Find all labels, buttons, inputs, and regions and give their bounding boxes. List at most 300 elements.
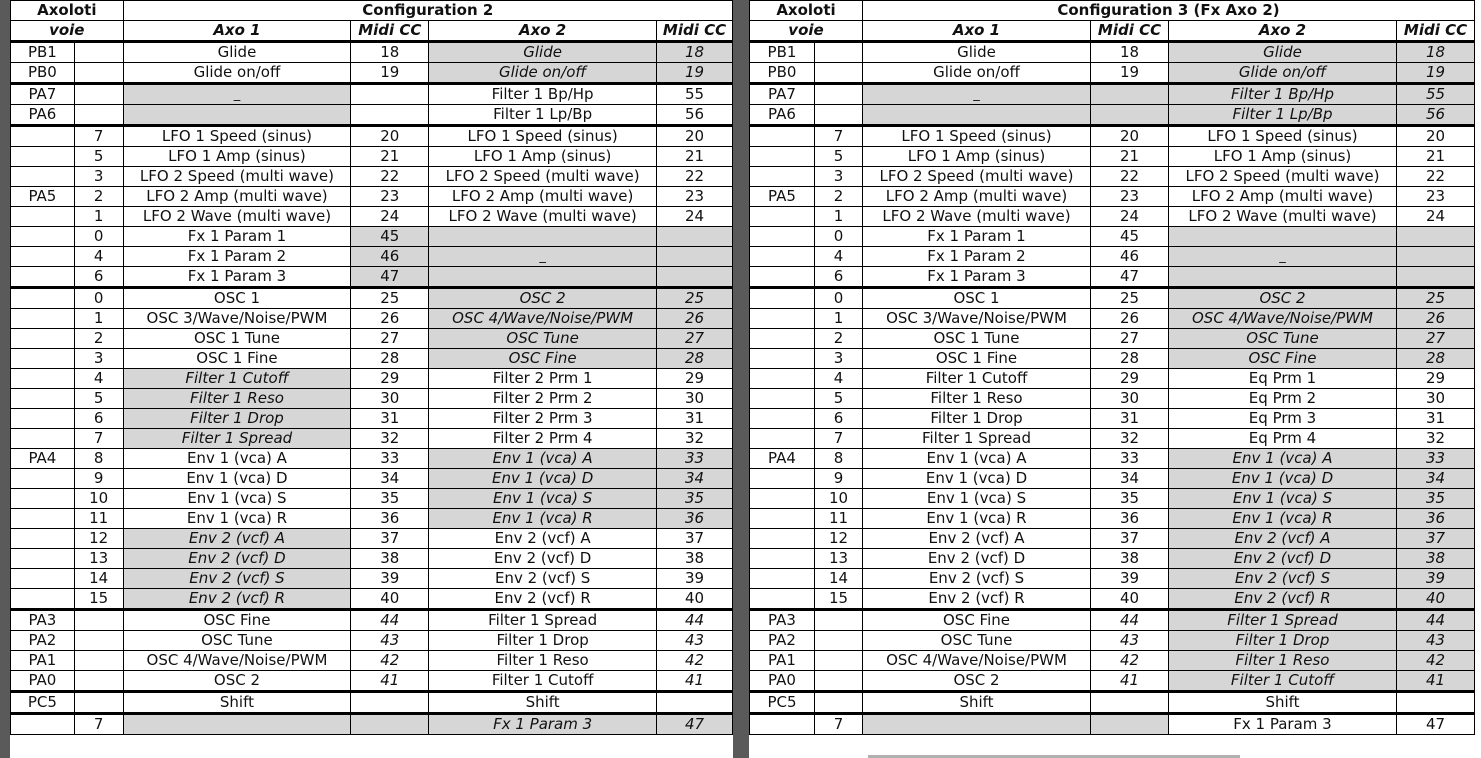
axo1-cell: Fx 1 Param 2 bbox=[123, 247, 351, 267]
axo1-cell bbox=[863, 714, 1091, 735]
axo2-cell: Glide on/off bbox=[1169, 63, 1397, 84]
midi-cc-1-cell: 32 bbox=[1091, 429, 1169, 449]
pin-cell bbox=[11, 429, 75, 449]
midi-cc-2-cell: 26 bbox=[657, 309, 733, 329]
midi-cc-2-cell: 41 bbox=[1397, 671, 1475, 692]
voie-cell: 3 bbox=[815, 349, 863, 369]
table-row bbox=[750, 126, 1475, 147]
table-row bbox=[11, 489, 733, 509]
table-row bbox=[750, 105, 1475, 126]
midi-cc-2-cell: 26 bbox=[1397, 309, 1475, 329]
voie-cell: 10 bbox=[815, 489, 863, 509]
axo2-cell: LFO 1 Speed (sinus) bbox=[429, 126, 657, 147]
midi-cc-1-cell: 19 bbox=[351, 63, 429, 84]
pin-cell bbox=[11, 589, 75, 610]
table-row bbox=[750, 429, 1475, 449]
midi-cc-2-cell: 25 bbox=[1397, 288, 1475, 309]
table-row bbox=[750, 569, 1475, 589]
midi-cc-1-cell: 29 bbox=[1091, 369, 1169, 389]
axo2-cell: OSC 2 bbox=[1169, 288, 1397, 309]
table-row bbox=[11, 369, 733, 389]
table-row bbox=[11, 631, 733, 651]
axo1-cell: Env 1 (vca) S bbox=[863, 489, 1091, 509]
midi-cc-1-cell: 34 bbox=[351, 469, 429, 489]
axo1-cell: Env 1 (vca) D bbox=[123, 469, 351, 489]
axo1-cell: Filter 1 Spread bbox=[123, 429, 351, 449]
midi-cc-1-cell: 44 bbox=[1091, 610, 1169, 631]
table-row bbox=[750, 509, 1475, 529]
table-row bbox=[750, 247, 1475, 267]
axo1-cell: Env 2 (vcf) S bbox=[123, 569, 351, 589]
voie-cell bbox=[815, 42, 863, 63]
voie-cell: 2 bbox=[815, 329, 863, 349]
voie-cell: 6 bbox=[815, 267, 863, 288]
midi-cc-2-cell: 29 bbox=[1397, 369, 1475, 389]
midi-cc-1-cell: 25 bbox=[351, 288, 429, 309]
voie-cell: 1 bbox=[815, 207, 863, 227]
midi-cc-1-cell: 22 bbox=[351, 167, 429, 187]
axo2-cell: Fx 1 Param 3 bbox=[1169, 714, 1397, 735]
midi-cc-1-cell: 21 bbox=[1091, 147, 1169, 167]
table-row bbox=[11, 63, 733, 84]
midi-cc-1-cell: 38 bbox=[351, 549, 429, 569]
axo2-cell: Env 2 (vcf) R bbox=[1169, 589, 1397, 610]
midi-cc-1-cell: 35 bbox=[351, 489, 429, 509]
table-row bbox=[750, 714, 1475, 735]
axo1-cell: Glide bbox=[123, 42, 351, 63]
midi-cc-1-cell bbox=[1091, 692, 1169, 714]
midi-cc-2-cell: 37 bbox=[657, 529, 733, 549]
voie-cell: 7 bbox=[815, 429, 863, 449]
pin-cell: PA4 bbox=[11, 449, 75, 469]
axo1-cell: Fx 1 Param 3 bbox=[123, 267, 351, 288]
pin-cell: PA2 bbox=[11, 631, 75, 651]
axo2-cell: LFO 2 Speed (multi wave) bbox=[1169, 167, 1397, 187]
axoloti-header: Axoloti bbox=[750, 1, 863, 21]
axo2-cell: Filter 1 Lp/Bp bbox=[1169, 105, 1397, 126]
axo2-cell: Filter 1 Spread bbox=[1169, 610, 1397, 631]
midi-cc-2-cell: 22 bbox=[657, 167, 733, 187]
voie-cell: 1 bbox=[74, 309, 123, 329]
axo1-cell: Fx 1 Param 1 bbox=[123, 227, 351, 247]
axo1-cell: Shift bbox=[863, 692, 1091, 714]
midi-cc-1-cell: 40 bbox=[351, 589, 429, 610]
axo2-cell: Filter 1 Bp/Hp bbox=[1169, 84, 1397, 105]
table-row bbox=[750, 369, 1475, 389]
axo1-cell: Filter 1 Reso bbox=[123, 389, 351, 409]
axo1-cell: Env 2 (vcf) D bbox=[123, 549, 351, 569]
midi-cc-1-cell bbox=[1091, 84, 1169, 105]
table-row bbox=[750, 631, 1475, 651]
axo1-cell: Env 1 (vca) A bbox=[863, 449, 1091, 469]
table-row bbox=[750, 227, 1475, 247]
axo1-cell: OSC Fine bbox=[123, 610, 351, 631]
midi-cc-1-cell: 34 bbox=[1091, 469, 1169, 489]
axo2-cell: LFO 2 Wave (multi wave) bbox=[1169, 207, 1397, 227]
voie-cell: 6 bbox=[815, 409, 863, 429]
pin-cell bbox=[11, 309, 75, 329]
midi-cc-2-cell: 41 bbox=[657, 671, 733, 692]
pin-cell: PA3 bbox=[750, 610, 815, 631]
table-row bbox=[11, 207, 733, 227]
voie-cell: 6 bbox=[74, 409, 123, 429]
midi-cc-2-cell: 20 bbox=[1397, 126, 1475, 147]
pin-cell bbox=[11, 489, 75, 509]
pin-cell bbox=[11, 267, 75, 288]
pin-cell bbox=[11, 329, 75, 349]
table-row bbox=[11, 187, 733, 207]
axo2-cell: Eq Prm 3 bbox=[1169, 409, 1397, 429]
midi-cc-2-cell: 47 bbox=[1397, 714, 1475, 735]
voie-cell: 7 bbox=[815, 714, 863, 735]
axo2-cell: Env 2 (vcf) S bbox=[1169, 569, 1397, 589]
midi-cc-2-cell: 44 bbox=[657, 610, 733, 631]
voie-header: voie bbox=[11, 21, 124, 42]
voie-cell: 9 bbox=[74, 469, 123, 489]
midi-cc-2-cell: 29 bbox=[657, 369, 733, 389]
axo1-cell: LFO 2 Wave (multi wave) bbox=[123, 207, 351, 227]
midi-cc-1-cell: 29 bbox=[351, 369, 429, 389]
voie-cell: 13 bbox=[815, 549, 863, 569]
pin-cell bbox=[750, 267, 815, 288]
voie-cell bbox=[74, 692, 123, 714]
axo2-cell: Filter 1 Cutoff bbox=[429, 671, 657, 692]
table-row bbox=[11, 389, 733, 409]
axo2-cell: LFO 2 Amp (multi wave) bbox=[429, 187, 657, 207]
pin-cell bbox=[750, 247, 815, 267]
axo2-cell: OSC 4/Wave/Noise/PWM bbox=[429, 309, 657, 329]
axo2-cell: Filter 1 Reso bbox=[429, 651, 657, 671]
table-row bbox=[11, 529, 733, 549]
pin-cell bbox=[11, 167, 75, 187]
voie-cell bbox=[815, 671, 863, 692]
table-row bbox=[750, 288, 1475, 309]
axo2-cell: LFO 1 Speed (sinus) bbox=[1169, 126, 1397, 147]
midi-cc-2-cell: 55 bbox=[1397, 84, 1475, 105]
axo1-cell: Filter 1 Drop bbox=[863, 409, 1091, 429]
axo1-cell: OSC Tune bbox=[863, 631, 1091, 651]
pin-cell bbox=[750, 369, 815, 389]
pin-cell: PA7 bbox=[750, 84, 815, 105]
midi-cc-2-cell: 38 bbox=[1397, 549, 1475, 569]
table-row bbox=[11, 671, 733, 692]
axo2-cell: Eq Prm 2 bbox=[1169, 389, 1397, 409]
pin-cell bbox=[11, 247, 75, 267]
axo2-cell: Env 2 (vcf) A bbox=[1169, 529, 1397, 549]
midi-cc-1-cell: 44 bbox=[351, 610, 429, 631]
voie-cell bbox=[74, 651, 123, 671]
voie-cell bbox=[74, 84, 123, 105]
midi-cc-2-cell: 37 bbox=[1397, 529, 1475, 549]
axo2-cell: Filter 1 Lp/Bp bbox=[429, 105, 657, 126]
voie-cell: 5 bbox=[815, 389, 863, 409]
table-row bbox=[11, 42, 733, 63]
midi-cc-2-cell: 21 bbox=[657, 147, 733, 167]
axo1-cell: OSC 4/Wave/Noise/PWM bbox=[123, 651, 351, 671]
table-row bbox=[750, 610, 1475, 631]
axo2-cell bbox=[1169, 227, 1397, 247]
voie-cell: 6 bbox=[74, 267, 123, 288]
midi-cc-1-cell: 45 bbox=[351, 227, 429, 247]
midi-cc-1-cell: 43 bbox=[351, 631, 429, 651]
axo2-cell: _ bbox=[1169, 247, 1397, 267]
midi-cc-2-cell: 39 bbox=[657, 569, 733, 589]
axo1-cell: LFO 1 Speed (sinus) bbox=[863, 126, 1091, 147]
table-row bbox=[11, 126, 733, 147]
midi-cc-1-cell: 28 bbox=[351, 349, 429, 369]
table-row bbox=[750, 692, 1475, 714]
axo1-cell: OSC 1 Tune bbox=[863, 329, 1091, 349]
axo1-header: Axo 1 bbox=[123, 21, 351, 42]
axo1-cell: Env 2 (vcf) R bbox=[123, 589, 351, 610]
axo1-cell: Env 2 (vcf) A bbox=[123, 529, 351, 549]
voie-cell: 4 bbox=[815, 369, 863, 389]
midi-cc-2-cell: 42 bbox=[1397, 651, 1475, 671]
pin-cell: PB1 bbox=[11, 42, 75, 63]
midi-cc-2-cell: 32 bbox=[657, 429, 733, 449]
midi-cc-1-cell: 39 bbox=[351, 569, 429, 589]
pin-cell: PA0 bbox=[750, 671, 815, 692]
axo1-cell: OSC 1 Fine bbox=[863, 349, 1091, 369]
axo1-cell: Glide on/off bbox=[123, 63, 351, 84]
midi-cc-1-cell: 23 bbox=[351, 187, 429, 207]
midi-cc-2-cell: 34 bbox=[657, 469, 733, 489]
pin-cell bbox=[750, 329, 815, 349]
voie-cell bbox=[815, 692, 863, 714]
axo2-cell: Env 1 (vca) D bbox=[429, 469, 657, 489]
table-row bbox=[11, 288, 733, 309]
pin-cell: PA3 bbox=[11, 610, 75, 631]
axo1-cell: Env 1 (vca) D bbox=[863, 469, 1091, 489]
pin-cell bbox=[11, 349, 75, 369]
midi-cc-2-cell bbox=[657, 247, 733, 267]
midi-cc-1-cell: 37 bbox=[1091, 529, 1169, 549]
midi-cc-header: Midi CC bbox=[1397, 21, 1475, 42]
axo1-cell: _ bbox=[123, 84, 351, 105]
pin-cell bbox=[750, 389, 815, 409]
pin-cell bbox=[11, 147, 75, 167]
midi-cc-2-cell: 40 bbox=[1397, 589, 1475, 610]
voie-cell: 0 bbox=[815, 288, 863, 309]
pin-cell bbox=[11, 288, 75, 309]
pin-cell bbox=[750, 489, 815, 509]
midi-cc-2-cell: 22 bbox=[1397, 167, 1475, 187]
axo1-cell: _ bbox=[863, 84, 1091, 105]
axo1-cell: LFO 1 Amp (sinus) bbox=[123, 147, 351, 167]
voie-cell bbox=[74, 105, 123, 126]
midi-cc-1-cell: 18 bbox=[351, 42, 429, 63]
midi-cc-1-cell: 26 bbox=[351, 309, 429, 329]
axo2-cell: Glide bbox=[1169, 42, 1397, 63]
midi-cc-1-cell: 38 bbox=[1091, 549, 1169, 569]
midi-cc-1-cell bbox=[1091, 714, 1169, 735]
axo2-cell: Shift bbox=[1169, 692, 1397, 714]
voie-cell: 10 bbox=[74, 489, 123, 509]
axo2-cell: Filter 1 Bp/Hp bbox=[429, 84, 657, 105]
pin-cell bbox=[11, 369, 75, 389]
voie-cell: 4 bbox=[74, 247, 123, 267]
voie-cell: 11 bbox=[74, 509, 123, 529]
midi-cc-1-cell bbox=[351, 692, 429, 714]
table-row bbox=[11, 329, 733, 349]
midi-cc-2-cell: 36 bbox=[657, 509, 733, 529]
pin-cell bbox=[750, 126, 815, 147]
pin-cell bbox=[750, 469, 815, 489]
midi-cc-1-cell: 41 bbox=[351, 671, 429, 692]
axo1-cell bbox=[123, 714, 351, 735]
table-row bbox=[750, 63, 1475, 84]
axo2-cell: Filter 1 Cutoff bbox=[1169, 671, 1397, 692]
table-row bbox=[11, 227, 733, 247]
pin-cell bbox=[750, 349, 815, 369]
midi-cc-2-cell: 20 bbox=[657, 126, 733, 147]
table-row bbox=[750, 329, 1475, 349]
midi-cc-2-cell: 35 bbox=[657, 489, 733, 509]
axo1-cell: OSC 1 Tune bbox=[123, 329, 351, 349]
table-row bbox=[11, 692, 733, 714]
voie-cell: 2 bbox=[74, 329, 123, 349]
table-row bbox=[750, 449, 1475, 469]
table-row bbox=[11, 267, 733, 288]
axo2-cell: Filter 1 Drop bbox=[429, 631, 657, 651]
midi-cc-1-cell: 35 bbox=[1091, 489, 1169, 509]
table-row bbox=[11, 105, 733, 126]
midi-cc-1-cell: 19 bbox=[1091, 63, 1169, 84]
axo1-cell: Fx 1 Param 3 bbox=[863, 267, 1091, 288]
config-2-table-panel bbox=[10, 0, 733, 758]
pin-cell: PB1 bbox=[750, 42, 815, 63]
axo2-cell: Filter 2 Prm 3 bbox=[429, 409, 657, 429]
axo1-cell: Env 1 (vca) R bbox=[123, 509, 351, 529]
axo1-cell: Filter 1 Cutoff bbox=[863, 369, 1091, 389]
pin-cell bbox=[750, 509, 815, 529]
midi-cc-1-cell: 47 bbox=[1091, 267, 1169, 288]
midi-cc-2-cell bbox=[1397, 692, 1475, 714]
axo1-cell: Env 2 (vcf) D bbox=[863, 549, 1091, 569]
table-row bbox=[11, 349, 733, 369]
midi-cc-2-cell: 19 bbox=[657, 63, 733, 84]
midi-cc-2-cell: 31 bbox=[1397, 409, 1475, 429]
axo1-cell: OSC 3/Wave/Noise/PWM bbox=[123, 309, 351, 329]
midi-cc-1-cell: 36 bbox=[1091, 509, 1169, 529]
axo2-cell: Env 2 (vcf) R bbox=[429, 589, 657, 610]
midi-cc-1-cell: 26 bbox=[1091, 309, 1169, 329]
voie-cell: 11 bbox=[815, 509, 863, 529]
table-row bbox=[750, 389, 1475, 409]
pin-cell bbox=[750, 529, 815, 549]
midi-cc-2-cell: 39 bbox=[1397, 569, 1475, 589]
axo2-cell: Glide on/off bbox=[429, 63, 657, 84]
axo1-cell: Env 2 (vcf) A bbox=[863, 529, 1091, 549]
axo1-cell: OSC 1 bbox=[123, 288, 351, 309]
table-row bbox=[750, 167, 1475, 187]
voie-cell bbox=[815, 631, 863, 651]
voie-cell: 7 bbox=[74, 714, 123, 735]
midi-cc-2-cell: 38 bbox=[657, 549, 733, 569]
voie-cell: 8 bbox=[74, 449, 123, 469]
axo2-cell: Filter 1 Reso bbox=[1169, 651, 1397, 671]
voie-cell: 7 bbox=[815, 126, 863, 147]
midi-cc-2-cell: 34 bbox=[1397, 469, 1475, 489]
table-row bbox=[750, 147, 1475, 167]
voie-cell: 2 bbox=[815, 187, 863, 207]
table-row bbox=[11, 247, 733, 267]
midi-cc-2-cell: 21 bbox=[1397, 147, 1475, 167]
axo2-cell: Filter 2 Prm 2 bbox=[429, 389, 657, 409]
table-row bbox=[11, 610, 733, 631]
voie-cell bbox=[74, 42, 123, 63]
voie-cell: 2 bbox=[74, 187, 123, 207]
pin-cell: PA6 bbox=[11, 105, 75, 126]
axo1-cell: OSC 2 bbox=[123, 671, 351, 692]
voie-cell: 12 bbox=[815, 529, 863, 549]
midi-cc-header: Midi CC bbox=[351, 21, 429, 42]
midi-cc-2-cell: 18 bbox=[657, 42, 733, 63]
voie-cell: 0 bbox=[815, 227, 863, 247]
midi-cc-2-cell: 42 bbox=[657, 651, 733, 671]
voie-cell: 15 bbox=[74, 589, 123, 610]
axo1-cell: Filter 1 Cutoff bbox=[123, 369, 351, 389]
pin-cell bbox=[750, 288, 815, 309]
axo2-cell: LFO 1 Amp (sinus) bbox=[1169, 147, 1397, 167]
pin-cell: PC5 bbox=[750, 692, 815, 714]
axo1-cell: LFO 2 Amp (multi wave) bbox=[123, 187, 351, 207]
table-row bbox=[750, 529, 1475, 549]
midi-cc-2-cell bbox=[1397, 247, 1475, 267]
pin-cell bbox=[11, 389, 75, 409]
axo1-cell: LFO 2 Speed (multi wave) bbox=[123, 167, 351, 187]
axo2-cell: _ bbox=[429, 247, 657, 267]
midi-cc-1-cell bbox=[1091, 105, 1169, 126]
voie-cell: 9 bbox=[815, 469, 863, 489]
voie-cell: 1 bbox=[815, 309, 863, 329]
pin-cell bbox=[750, 167, 815, 187]
table-row bbox=[750, 84, 1475, 105]
axo2-cell: OSC 4/Wave/Noise/PWM bbox=[1169, 309, 1397, 329]
voie-cell bbox=[815, 610, 863, 631]
midi-cc-1-cell: 25 bbox=[1091, 288, 1169, 309]
axo2-cell: Env 1 (vca) R bbox=[1169, 509, 1397, 529]
voie-cell: 0 bbox=[74, 227, 123, 247]
config-2-table bbox=[10, 0, 733, 735]
axo1-cell: OSC 3/Wave/Noise/PWM bbox=[863, 309, 1091, 329]
midi-cc-1-cell: 31 bbox=[1091, 409, 1169, 429]
midi-cc-2-cell: 23 bbox=[657, 187, 733, 207]
pin-cell bbox=[750, 714, 815, 735]
table-row bbox=[750, 469, 1475, 489]
pin-cell bbox=[750, 227, 815, 247]
pin-cell bbox=[750, 589, 815, 610]
axo2-cell bbox=[429, 267, 657, 288]
midi-cc-1-cell: 30 bbox=[1091, 389, 1169, 409]
midi-cc-1-cell: 33 bbox=[1091, 449, 1169, 469]
axo2-cell: Filter 1 Drop bbox=[1169, 631, 1397, 651]
axo1-cell: OSC 4/Wave/Noise/PWM bbox=[863, 651, 1091, 671]
axo2-cell: Glide bbox=[429, 42, 657, 63]
axo2-cell: OSC Fine bbox=[1169, 349, 1397, 369]
table-row bbox=[11, 309, 733, 329]
midi-cc-2-cell: 28 bbox=[1397, 349, 1475, 369]
axo2-cell: LFO 2 Speed (multi wave) bbox=[429, 167, 657, 187]
voie-cell: 12 bbox=[74, 529, 123, 549]
midi-cc-2-cell: 56 bbox=[657, 105, 733, 126]
axo1-cell: Filter 1 Drop bbox=[123, 409, 351, 429]
midi-cc-1-cell: 37 bbox=[351, 529, 429, 549]
midi-cc-2-cell: 43 bbox=[657, 631, 733, 651]
axo1-cell: OSC 1 bbox=[863, 288, 1091, 309]
axo2-cell: OSC Tune bbox=[1169, 329, 1397, 349]
midi-cc-1-cell: 27 bbox=[1091, 329, 1169, 349]
